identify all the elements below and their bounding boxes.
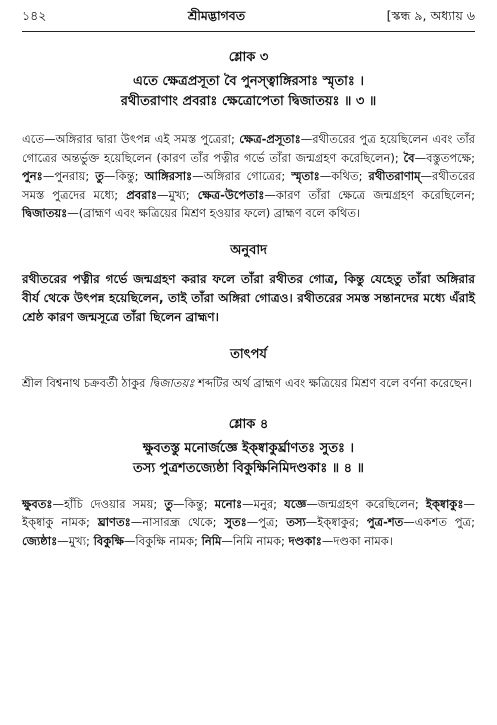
synonym-meaning: এতে—অঙ্গিরার দ্বারা উৎপন্ন এই সমস্ত পুত্রেরা;	[22, 132, 240, 146]
synonym-term: স্মৃতাঃ	[291, 169, 320, 183]
synonym-meaning: —মুখ্য;	[156, 187, 198, 202]
synonym-meaning: —কিন্তু;	[173, 496, 215, 511]
synonym-term: নিমি	[201, 533, 222, 548]
purport-text	[22, 374, 475, 393]
synonym-meaning: —পুত্র;	[246, 515, 287, 529]
synonym-term: প্রবরাঃ	[126, 187, 157, 202]
synonyms-paragraph	[22, 130, 475, 223]
synonym-term: সুতঃ	[224, 515, 247, 529]
synonym-term: জ্যেষ্ঠাঃ	[22, 533, 58, 548]
verse-line: ক্ষুবতস্তু মনোর্জজ্ঞে ইক্ষ্বাকুর্ঘ্রাণতঃ সুতঃ ।	[142, 440, 355, 456]
synonym-meaning: —মনুর;	[242, 496, 285, 511]
synonym-term: দণ্ডকাঃ	[288, 533, 322, 548]
verse-line: রথীতরাণাং প্রবরাঃ ক্ষেত্রোপেতা দ্বিজাতয়ঃ ॥ ৩ ॥	[120, 94, 377, 109]
synonym-meaning: —ইক্ষ্বাকুর;	[305, 515, 367, 529]
synonym-meaning: —অঙ্গিরার গোত্রের;	[192, 169, 292, 183]
synonym-term: আঙ্গিরসাঃ	[144, 169, 193, 183]
verse-block-3	[22, 48, 475, 112]
verse-block-4	[22, 415, 475, 479]
synonym-term: মনোঃ	[214, 496, 243, 511]
synonym-meaning: —একশত পুত্র;	[403, 515, 475, 529]
synonym-term: তু	[164, 496, 174, 511]
translation-heading: অনুবাদ	[230, 242, 267, 258]
synonym-term: বিকুক্ষি	[93, 533, 124, 548]
synonym-meaning: —মুখ্য;	[57, 533, 94, 548]
synonym-meaning: —নিমি নামক;	[221, 533, 289, 548]
synonym-meaning: —কারণ তাঁরা ক্ষেত্রে জন্মগ্রহণ করেছিলেন;	[264, 187, 476, 202]
synonym-term: ক্ষেত্র-উপেতাঃ	[197, 187, 265, 202]
synonym-term: তু	[95, 169, 104, 183]
synonyms-paragraph	[22, 495, 475, 551]
synonym-term: পুনঃ	[22, 169, 43, 183]
purport-text-part: শব্দটির অর্থ ব্রাহ্মণ এবং ক্ষত্রিয়ের মিশ্রণ বলে বর্ণনা করেছেন।	[194, 375, 472, 390]
synonym-meaning: —নাসারন্ধ্র থেকে;	[130, 515, 225, 529]
synonym-term: রথীতরাণাম্	[368, 169, 421, 183]
synonym-meaning: —(ব্রাহ্মণ এবং ক্ষত্রিয়ের মিশ্রণ হওয়ার ফলে) ব্রাহ্মণ বলে কথিত।	[67, 206, 361, 220]
synonym-meaning: —জন্মগ্রহণ করেছিলেন;	[306, 496, 426, 511]
synonym-meaning: —দণ্ডকা নামক।	[321, 533, 393, 548]
synonym-term: দ্বিজাতয়ঃ	[22, 206, 68, 220]
synonym-term: বৈ	[403, 150, 415, 165]
purport-heading: তাৎপর্য	[230, 346, 267, 362]
synonym-meaning: —বস্তুতপক্ষে;	[414, 150, 475, 165]
purport-text-part: শ্রীল বিশ্বনাথ চক্রবর্তী ঠাকুর	[22, 375, 150, 390]
book-title: শ্রীমদ্ভাগবত	[187, 8, 246, 23]
translation-text: রথীতরের পত্নীর গর্ভে জন্মগ্রহণ করার ফলে তাঁরা রথীতর গোত্র, কিন্তু যেহেতু তাঁরা অঙ্গিরার বীর্য থেকে উৎপন্ন হয়েছিলেন, তাই তাঁরা অঙ্গিরা গোত্রও। রথীতরের সমস্ত সন্তানদের মধ্যে এঁরাই শ্রেষ্ঠ কারণ জন্মসূত্রে তাঁরা ছিলেন ব্রাহ্মণ।	[22, 271, 475, 324]
verse-heading: শ্লোক ৪	[228, 416, 269, 432]
verse-heading: শ্লোক ৩	[228, 50, 269, 65]
verse-text	[22, 72, 475, 112]
verse-line: তস্য পুত্রশতজ্যেষ্ঠা বিকুক্ষিনিমিদণ্ডকাঃ ॥ ৪ ॥	[133, 460, 364, 476]
synonym-meaning: —বিকুক্ষি নামক;	[123, 533, 202, 548]
synonym-meaning: —কথিত;	[319, 169, 369, 183]
synonym-term: পুত্র-শত	[366, 515, 404, 529]
synonym-meaning: —রথীতরের পুত্র হয়েছিলেন এবং তাঁর গোত্রের অন্তর্ভুক্ত হয়েছিলেন (কারণ তাঁর পত্নীর গর্ভে তাঁরা জন্মগ্রহণ করেছিলেন);	[22, 132, 475, 165]
purport-italic-term: দ্বিজাতয়ঃ	[149, 375, 195, 390]
page-number: ১৪২	[22, 8, 47, 23]
verse-text	[22, 439, 475, 479]
synonym-term: ইক্ষ্বাকুঃ	[425, 496, 464, 511]
synonym-term: ক্ষুবতঃ	[22, 496, 53, 511]
canto-chapter: [স্কন্ধ ৯, অধ্যায় ৬	[386, 8, 475, 23]
synonym-term: ঘ্রাণতঃ	[97, 515, 131, 529]
verse-line: এতে ক্ষেত্রপ্রসূতা বৈ পুনস্ত্বাঙ্গিরসাঃ স্মৃতাঃ ।	[132, 74, 365, 89]
synonym-meaning: —হাঁচি দেওয়ার সময়;	[52, 496, 165, 511]
synonym-meaning: —পুনরায়;	[42, 169, 96, 183]
synonym-meaning: —কিন্তু;	[103, 169, 145, 183]
synonym-meaning: —রথীতরের সমস্ত পুত্রদের মধ্যে;	[22, 169, 475, 202]
header-rule	[22, 31, 475, 32]
synonym-term: তস্য	[286, 515, 306, 529]
synonym-meaning: —ইক্ষ্বাকু নামক;	[22, 496, 475, 529]
page-header	[22, 8, 475, 30]
synonym-term: ক্ষেত্র-প্রসূতাঃ	[239, 132, 301, 146]
synonym-term: যজ্ঞে	[284, 496, 307, 511]
